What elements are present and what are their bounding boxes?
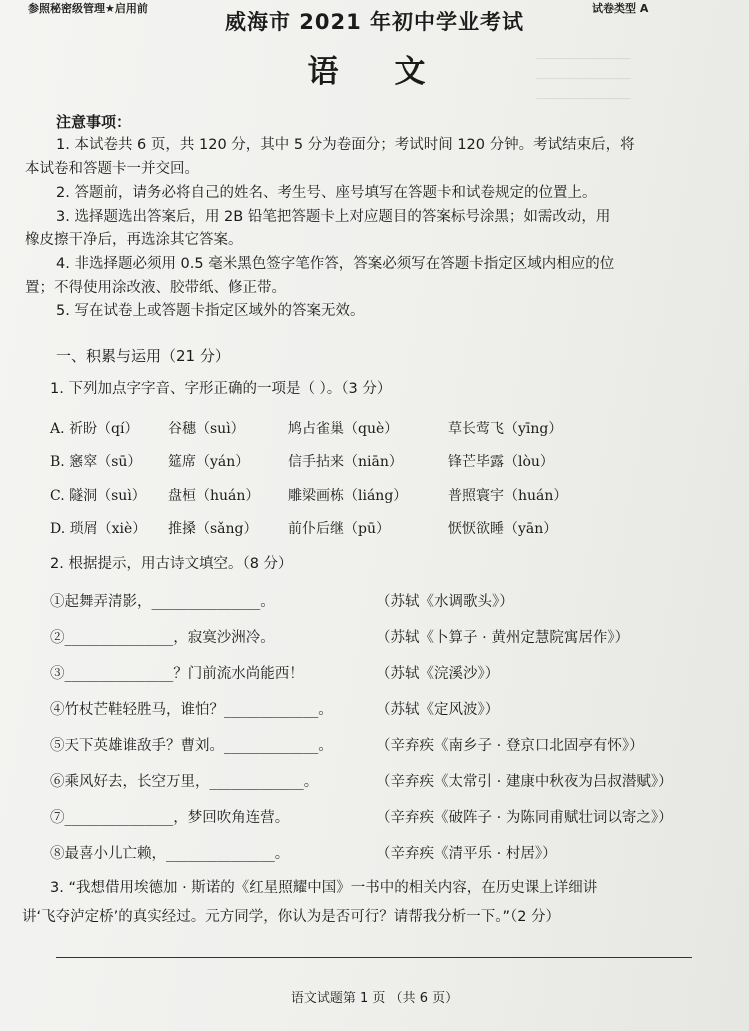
option-c-word-4: 普照寰宇（huán） (448, 488, 568, 504)
page-footer: 语文试题第 1 页 （共 6 页） (290, 991, 459, 1006)
fill-blank-8: ⑧最喜小儿亡赖，_______________。 (50, 846, 290, 862)
option-c-word-3: 雕梁画栋（liáng） (288, 488, 408, 504)
fill-blank-1: ①起舞弄清影，_______________。 (50, 594, 275, 610)
paper-type-mark: 试卷类型 A (592, 2, 649, 15)
fill-blank-4-source: （苏轼《定风波》） (376, 702, 500, 718)
confidential-mark: 参照秘密级管理★启用前 (28, 2, 148, 15)
notice-line: 1. 本试卷共 6 页，共 120 分，其中 5 分为卷面分；考试时间 120 分钟。考试结束后，将 (56, 137, 635, 153)
option-d (50, 518, 577, 538)
option-d-word-3: 前仆后继（pū） (288, 521, 390, 537)
option-d-word-4: 恹恹欲睡（yān） (448, 521, 558, 537)
footer-divider (56, 957, 692, 958)
option-d-word-1: D. 琐屑（xiè） (50, 521, 147, 537)
option-a-word-1: A. 祈盼（qí） (50, 421, 139, 437)
option-a-word-4: 草长莺飞（yīng） (448, 421, 563, 437)
notice-line: 3. 选择题选出答案后，用 2B 铅笔把答题卡上对应题目的答案标号涂黑；如需改动，用 (56, 209, 611, 225)
fill-blank-1-source: （苏轼《水调歌头》） (376, 594, 514, 610)
fill-blank-7-source: （辛弃疾《破阵子 · 为陈同甫赋壮词以寄之》） (376, 810, 673, 826)
fill-blank-5-source: （辛弃疾《南乡子 · 登京口北固亭有怀》） (376, 738, 644, 754)
section-heading: 一、积累与运用（21 分） (56, 347, 230, 365)
notice-line: 2. 答题前，请务必将自己的姓名、考生号、座号填写在答题卡和试卷规定的位置上。 (56, 185, 597, 201)
option-c-word-1: C. 隧洞（suì） (50, 488, 146, 504)
notice-line: 置；不得使用涂改液、胶带纸、修正带。 (25, 280, 286, 296)
option-b (50, 451, 574, 471)
fill-blank-8-source: （辛弃疾《清平乐 · 村居》） (376, 846, 557, 862)
option-a-word-3: 鸠占雀巢（què） (288, 421, 399, 437)
fill-blank-3: ③_______________？门前流水尚能西！ (50, 666, 304, 682)
notice-line: 本试卷和答题卡一并交回。 (25, 161, 199, 177)
option-b-word-3: 信手拈来（niān） (288, 454, 403, 470)
fill-blank-3-source: （苏轼《浣溪沙》） (376, 666, 500, 682)
fill-blank-6: ⑥乘风好去，长空万里，_____________。 (50, 774, 319, 790)
question-1-stem: 1. 下列加点字字音、字形正确的一项是（ ）。（3 分） (50, 381, 392, 397)
option-a-word-2: 谷穗（suì） (168, 421, 245, 437)
option-d-word-2: 推搡（sǎng） (168, 521, 258, 537)
option-b-word-2: 筵席（yán） (168, 454, 250, 470)
fill-blank-2-source: （苏轼《卜算子 · 黄州定慧院寓居作》） (376, 630, 630, 646)
option-c (50, 485, 587, 505)
question-3-line-2: 讲‘飞夺泸定桥’的真实经过。元方同学，你认为是否可行？请帮我分析一下。”（2 分） (22, 909, 561, 925)
option-b-word-1: B. 窸窣（sū） (50, 454, 142, 470)
notice-line: 4. 非选择题必须用 0.5 毫米黑色签字笔作答，答案必须写在答题卡指定区域内相应的位 (56, 256, 615, 272)
subject-title: 语文 (307, 54, 482, 90)
question-2-stem: 2. 根据提示，用古诗文填空。（8 分） (50, 556, 293, 572)
notice-line: 橡皮擦干净后，再选涂其它答案。 (25, 232, 243, 248)
fill-blank-4: ④竹杖芒鞋轻胜马，谁怕？_____________。 (50, 702, 333, 718)
question-3-line-1: 3. “我想借用埃德加 · 斯诺的《红星照耀中国》一书中的相关内容，在历史课上详细讲 (50, 880, 598, 896)
fill-blank-2: ②_______________，寂寞沙洲冷。 (50, 630, 275, 646)
option-c-word-2: 盘桓（huán） (168, 488, 260, 504)
notice-line: 5. 写在试卷上或答题卡指定区域外的答案无效。 (56, 303, 365, 319)
option-b-word-4: 锋芒毕露（lòu） (448, 454, 554, 470)
exam-title: 威海市 2021 年初中学业考试 (224, 10, 525, 34)
fill-blank-7: ⑦_______________，梦回吹角连营。 (50, 810, 290, 826)
fill-blank-6-source: （辛弃疾《太常引 · 建康中秋夜为吕叔潜赋》） (376, 774, 673, 790)
fill-blank-5: ⑤天下英雄谁敌手？曹刘。_____________。 (50, 738, 333, 754)
notice-heading: 注意事项： (56, 113, 132, 131)
show-through-text-right: ──────────── ──────────── ──────────── (536, 52, 631, 107)
option-a (50, 418, 582, 438)
